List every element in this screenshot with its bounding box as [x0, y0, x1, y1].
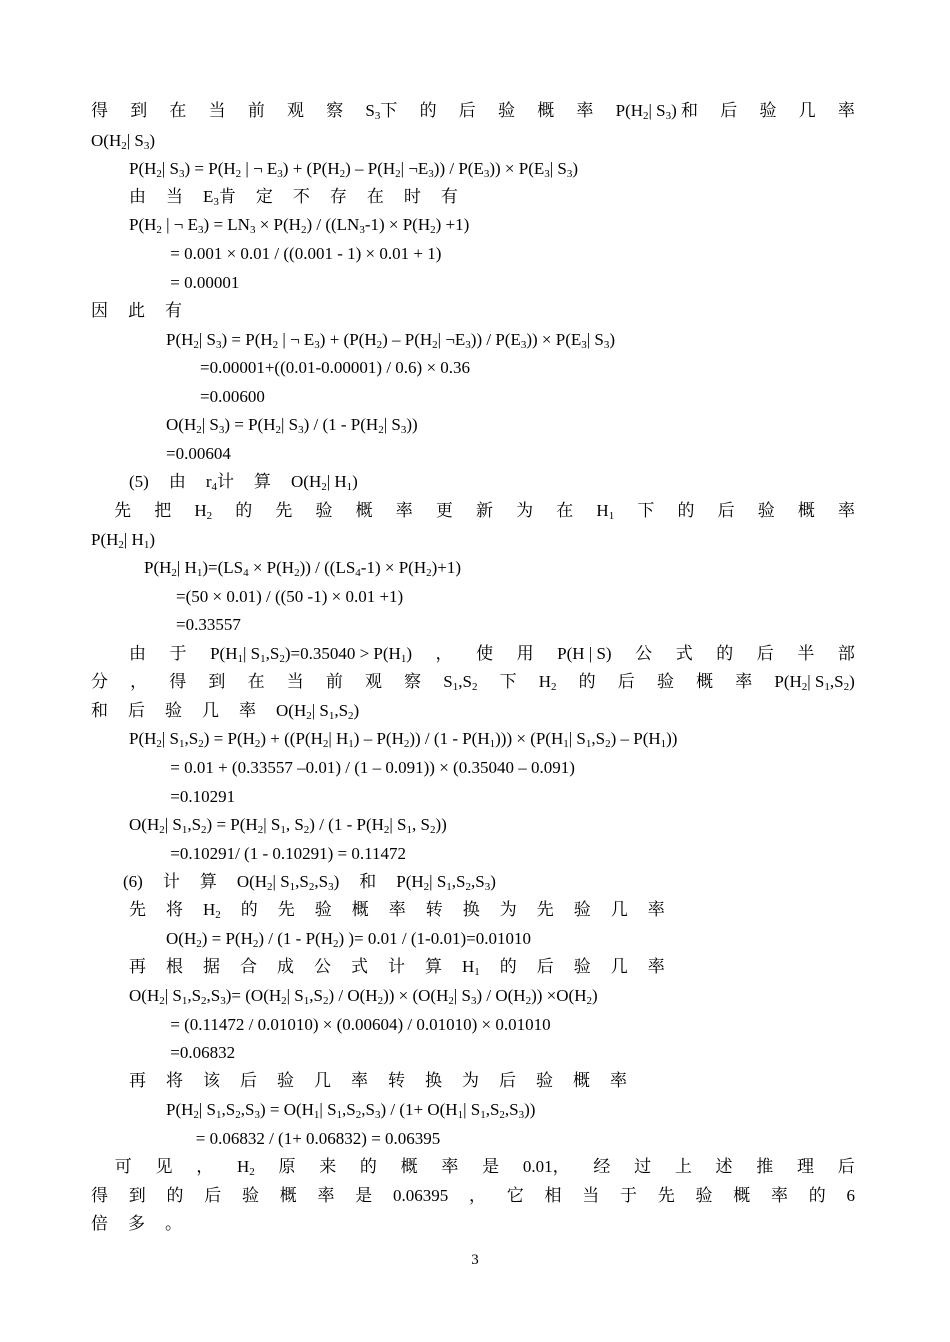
text-token: ，	[435, 644, 453, 663]
text-token: 不	[292, 187, 310, 206]
text-token: 理	[797, 1157, 815, 1176]
text-token: 验	[656, 672, 674, 691]
text-line	[129, 957, 665, 977]
text-token: 由	[129, 644, 146, 663]
text-token: 当	[286, 672, 304, 691]
text-token: 几	[610, 900, 628, 919]
text-token: 观	[287, 101, 305, 120]
text-token: 验	[314, 900, 332, 919]
text-token: 概	[797, 501, 815, 520]
text-token: 于	[169, 644, 187, 663]
text-token: $O(H_2|$ $H_1$)	[291, 472, 358, 493]
text-line	[91, 301, 182, 321]
text-token: 率	[610, 1071, 627, 1090]
text-line: = (0.11472 / 0.01010) × (0.00604) / 0.01010) × 0.01010	[166, 1015, 551, 1034]
text-token: 几	[314, 1071, 331, 1090]
text-token: 验	[695, 1186, 713, 1205]
text-token: $P(H_2|$ $S_1,S_2,S_3$)	[396, 872, 496, 893]
text-token: 是	[482, 1157, 500, 1176]
text-token: 把	[154, 501, 172, 520]
text-token: 当	[166, 187, 183, 206]
text-token: 相	[544, 1186, 562, 1205]
text-line	[129, 1071, 627, 1091]
text-token: 为	[516, 501, 534, 520]
text-token: 由	[168, 472, 186, 491]
text-token: 概	[696, 672, 714, 691]
text-line: =0.33557	[176, 615, 241, 634]
text-token: $H_2$	[203, 900, 221, 921]
text-token: 后	[204, 1186, 222, 1205]
text-token: 后	[837, 1157, 855, 1176]
text-token: $O(H_2|$ $S_1,S_2$)	[276, 701, 360, 722]
text-token: 使	[476, 644, 494, 663]
text-token: 验	[573, 900, 591, 919]
page-number: 3	[471, 1252, 479, 1268]
text-line: =0.00600	[200, 387, 265, 406]
text-token: $H_2$	[194, 501, 213, 522]
text-token: 公	[314, 957, 331, 976]
text-token: 得	[91, 101, 108, 120]
text-token: 计	[162, 872, 180, 891]
text-token: 后	[617, 672, 635, 691]
text-line	[91, 1214, 182, 1234]
text-token: 先	[275, 501, 293, 520]
text-token: 前	[325, 672, 343, 691]
text-token: 下	[637, 501, 655, 520]
text-token: 率	[735, 672, 753, 691]
text-token: 到	[128, 1186, 146, 1205]
text-token: 经	[593, 1157, 611, 1176]
text-token: 将	[166, 900, 183, 919]
text-token: 验	[277, 1071, 294, 1090]
text-token: 转	[388, 1071, 405, 1090]
text-token: 新	[476, 501, 494, 520]
text-token: $P(H_2|$ $S_1,S_2$)	[774, 672, 855, 693]
text-token: 将	[166, 1071, 183, 1090]
text-token: 再	[129, 1071, 146, 1090]
text-token: 的	[240, 900, 258, 919]
text-token: 定	[255, 187, 273, 206]
text-token: 率	[576, 101, 594, 120]
text-token: 的	[359, 1157, 377, 1176]
text-token: 在	[247, 672, 265, 691]
text-token: $H_1$	[596, 501, 615, 522]
text-token: 概	[279, 1186, 297, 1205]
text-token: 率	[351, 1071, 368, 1090]
text-line: =0.10291/ (1 - 0.10291) = 0.11472	[166, 844, 407, 863]
text-token: ，	[196, 1157, 214, 1176]
text-token: 0.06395	[393, 1186, 449, 1205]
text-token: 当	[208, 101, 226, 120]
text-token: 倍	[91, 1214, 108, 1233]
text-token: $r_4$计	[205, 472, 234, 493]
text-token: 多	[128, 1214, 145, 1233]
text-token: P(H | S)	[557, 644, 612, 663]
text-token: $H_2$	[236, 1157, 255, 1178]
text-token: $P(H_1|$ $S_1,S_2)=0.35040 > P(H_1)$	[210, 644, 412, 665]
text-line: $P(H_2|$ $H_1)=(LS_4 \times P(H_2)) / ((LS_4-1) \times P(H_2)+1)$	[144, 558, 462, 579]
text-token: 后	[756, 644, 774, 663]
text-line: $O(H_2) = P(H_2) / (1 - P(H_2)$ )= 0.01 / (1-0.01)=0.01010	[166, 929, 531, 950]
text-line	[129, 187, 458, 207]
text-token: 后	[720, 101, 738, 120]
text-token: 的	[578, 672, 596, 691]
text-token: 来	[319, 1157, 337, 1176]
text-token: 算	[199, 872, 217, 891]
text-token: 的	[716, 644, 734, 663]
text-token: 率	[388, 900, 406, 919]
text-token: 验	[759, 101, 777, 120]
text-token: 有	[440, 187, 458, 206]
text-token: 和	[91, 701, 108, 720]
text-token: 换	[425, 1071, 442, 1090]
text-line: =0.06832	[166, 1043, 236, 1062]
text-token: 到	[208, 672, 226, 691]
text-token: 验	[315, 501, 333, 520]
text-token: 的	[677, 501, 695, 520]
text-token: 由	[129, 187, 146, 206]
text-token: 前	[247, 101, 265, 120]
text-token: $E_3$肯	[203, 187, 236, 208]
text-token: $H_2$	[538, 672, 557, 693]
text-token: 半	[797, 644, 815, 663]
text-token: 得	[91, 1186, 108, 1205]
text-line	[123, 872, 496, 892]
text-line: $P(H_2|$ $S_1,S_2,S_3) = O(H_1|$ $S_1,S_2,S_3) / (1+ O(H_1|$ $S_1,S_2,S_3$))	[166, 1100, 536, 1121]
text-line: $P(H_2|$ $S_3) = P(H_2$ | ¬ $E_3) + (P(H_2) - P(H_2|$ $\neg E_3)) / P(E_3)) \times P(E_3|$ $S_3$)	[166, 330, 616, 351]
text-token: 式	[675, 644, 693, 663]
text-token: 存	[329, 187, 347, 206]
text-token: 后	[458, 101, 476, 120]
text-token: 的	[235, 501, 253, 520]
text-token: $P(H_2|$ $S_3$) 和	[615, 101, 699, 122]
text-token: 后	[499, 1071, 516, 1090]
text-token: 见	[155, 1157, 173, 1176]
text-token: 更	[435, 501, 453, 520]
text-token: 的	[499, 957, 517, 976]
text-token: 的	[808, 1186, 826, 1205]
text-token: 有	[165, 301, 182, 320]
text-token: 述	[715, 1157, 733, 1176]
text-token: 分	[91, 672, 108, 691]
text-token: 在	[366, 187, 384, 206]
text-token: 下	[499, 672, 517, 691]
text-token: ，	[130, 672, 148, 691]
text-line	[129, 644, 855, 664]
text-line: $P(H_2|$ $S_3) = P(H_2$ | ¬ $E_3) + (P(H_2) - P(H_2|$ $\neg E_3)) / P(E_3)) \times P(E_3|$ $S_3$)	[129, 159, 579, 180]
text-token: 在	[556, 501, 574, 520]
text-token: 到	[130, 101, 148, 120]
text-token: 的	[166, 1186, 184, 1205]
text-line: $O(H_2|$ $S_3) = P(H_2|$ $S_3) / (1 - P(H_2|$ $S_3$))	[166, 415, 418, 436]
text-token: 公	[635, 644, 653, 663]
text-token: (5)	[129, 472, 149, 491]
text-token: 于	[620, 1186, 637, 1205]
text-line: $O(H_2|$ $S_1,S_2) = P(H_2|$ $S_1$, $S_2) / (1 - P(H_2|$ $S_1$, $S_2$))	[129, 815, 447, 836]
text-line	[91, 501, 855, 521]
text-token: 再	[129, 957, 146, 976]
text-token: 先	[657, 1186, 675, 1205]
text-token: 当	[582, 1186, 600, 1205]
text-token: 6	[846, 1186, 855, 1205]
text-token: 在	[169, 101, 187, 120]
text-line: = 0.001 × 0.01 / ((0.001 - 1) × 0.01 + 1)	[166, 244, 442, 263]
text-token: 和	[359, 872, 377, 891]
text-token: 先	[277, 900, 295, 919]
text-token: 察	[326, 101, 344, 120]
text-token: 率	[647, 900, 665, 919]
text-token: 先	[114, 501, 132, 520]
text-token: 过	[634, 1157, 652, 1176]
text-line: $P(H_2|$ $H_1$)	[91, 530, 156, 551]
text-token: 换	[462, 900, 480, 919]
text-line	[91, 101, 855, 121]
text-token: 式	[351, 957, 368, 976]
text-token: 察	[404, 672, 422, 691]
text-token: 此	[128, 301, 145, 320]
text-token: 。	[165, 1214, 182, 1233]
text-token: 验	[573, 957, 591, 976]
text-token: 据	[203, 957, 220, 976]
text-token: 可	[114, 1157, 132, 1176]
text-token: 上	[674, 1157, 692, 1176]
text-line: =(50 × 0.01) / ((50 -1) × 0.01 +1)	[176, 587, 404, 606]
text-token: 后	[717, 501, 735, 520]
text-token: $S_3$下	[365, 101, 398, 122]
text-line: =0.10291	[166, 787, 236, 806]
text-token: 算	[425, 957, 442, 976]
text-token: 计	[388, 957, 405, 976]
text-token: (6)	[123, 872, 143, 891]
text-token: 观	[364, 672, 382, 691]
text-line: $O(H_2|$ $S_3$)	[91, 131, 155, 152]
text-line: $O(H_2|$ $S_1,S_2,S_3)= (O(H_2|$ $S_1,S_2) / O(H_2)) \times (O(H_2|$ $S_3) / O(H_2)) \times O(H_2)$	[129, 986, 598, 1007]
text-token: 的	[419, 101, 437, 120]
text-token: 先	[129, 900, 146, 919]
text-token: 合	[240, 957, 257, 976]
text-token: 概	[351, 900, 369, 919]
text-token: ，	[469, 1186, 486, 1205]
text-token: 几	[202, 701, 219, 720]
text-line	[129, 900, 665, 920]
text-line	[129, 472, 358, 492]
text-token: 成	[277, 957, 294, 976]
text-token: 它	[506, 1186, 524, 1205]
text-token: 是	[355, 1186, 373, 1205]
text-token: 推	[756, 1157, 774, 1176]
text-token: $H_1$	[462, 957, 480, 978]
text-token: 率	[239, 701, 256, 720]
text-token: 后	[240, 1071, 257, 1090]
text-line	[91, 1186, 855, 1206]
text-token: 概	[400, 1157, 418, 1176]
text-token: 验	[757, 501, 775, 520]
text-token: 用	[516, 644, 534, 663]
text-line	[91, 672, 855, 692]
text-token: 算	[254, 472, 271, 491]
text-line: $P(H_2|$ $S_1,S_2) = P(H_2) + ((P(H_2|$ $H_1) - P(H_2)) / (1 - P(H_1))) \times (P(H_1|$ $S_1,S_2) - P(H_1)$)	[129, 729, 678, 750]
text-token: 概	[573, 1071, 590, 1090]
text-token: 因	[91, 301, 108, 320]
text-token: 率	[441, 1157, 459, 1176]
text-token: 根	[166, 957, 183, 976]
text-token: 0.01，	[522, 1157, 570, 1176]
text-line	[91, 1157, 855, 1177]
text-line: $P(H_2$ | ¬ $E_3) = LN_3 \times P(H_2) / ((LN_3-1) \times P(H_2) +1)$	[129, 215, 470, 236]
text-token: 概	[733, 1186, 751, 1205]
text-token: 率	[837, 501, 855, 520]
text-token: 率	[647, 957, 665, 976]
text-token: 概	[355, 501, 373, 520]
text-token: 后	[128, 701, 145, 720]
text-token: 得	[169, 672, 187, 691]
text-token: 先	[536, 900, 554, 919]
text-line: = 0.06832 / (1+ 0.06832) = 0.06395	[166, 1129, 441, 1148]
text-token: 率	[317, 1186, 335, 1205]
text-token: $O(H_2|$ $S_1,S_2,S_3$)	[236, 872, 340, 893]
text-line: = 0.00001	[166, 273, 240, 292]
text-token: 为	[499, 900, 517, 919]
text-token: 概	[537, 101, 555, 120]
text-token: 几	[610, 957, 628, 976]
text-token: 率	[837, 101, 855, 120]
text-token: 率	[771, 1186, 788, 1205]
text-token: $S_1,S_2$	[443, 672, 478, 693]
text-line: =0.00604	[166, 444, 231, 463]
text-token: 原	[278, 1157, 296, 1176]
text-line	[91, 701, 359, 721]
text-token: 转	[425, 900, 443, 919]
text-line: =0.00001+((0.01-0.00001) / 0.6) × 0.36	[200, 358, 471, 377]
text-token: 几	[798, 101, 816, 120]
text-token: 验	[498, 101, 515, 120]
text-token: 后	[536, 957, 554, 976]
text-token: 为	[462, 1071, 479, 1090]
text-token: 验	[536, 1071, 553, 1090]
text-line: = 0.01 + (0.33557 –0.01) / (1 – 0.091)) × (0.35040 – 0.091)	[166, 758, 575, 777]
text-token: 部	[837, 644, 855, 663]
text-token: 时	[403, 187, 421, 206]
text-token: 该	[203, 1071, 220, 1090]
text-token: 验	[242, 1186, 259, 1205]
text-token: 率	[395, 501, 413, 520]
text-token: 验	[165, 701, 182, 720]
